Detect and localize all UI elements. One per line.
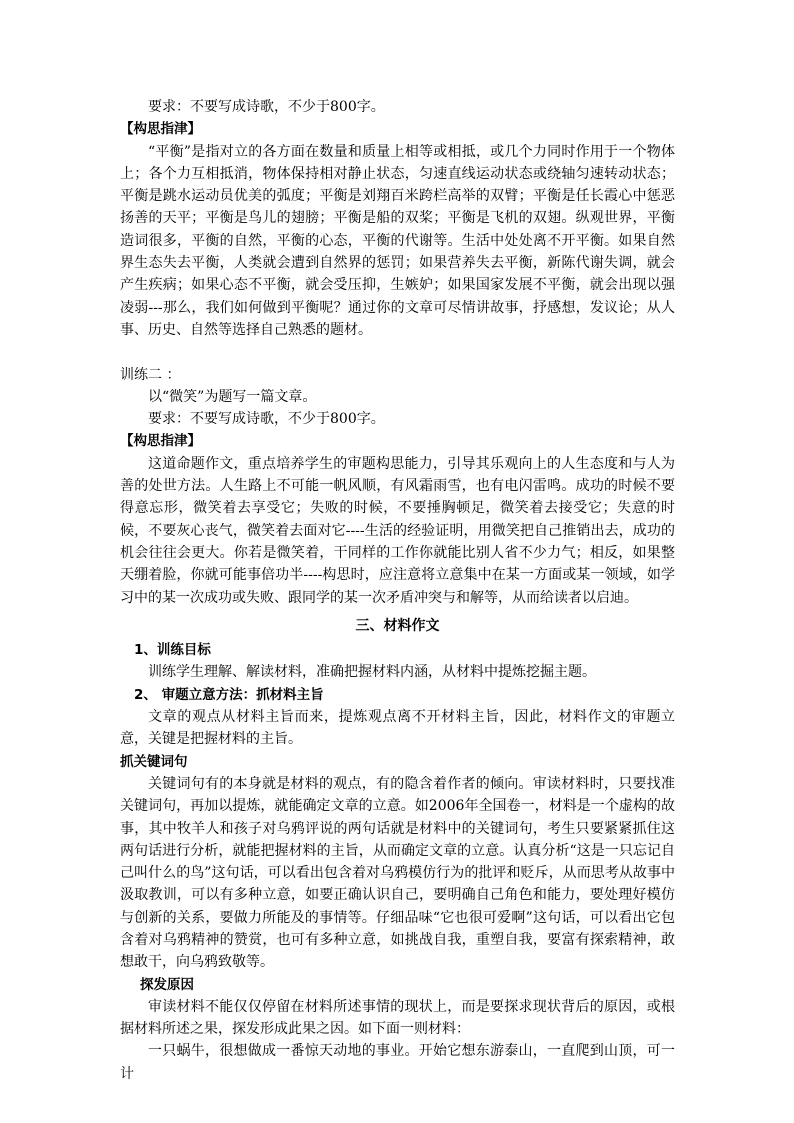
training-two-label: 训练二 ： [120,366,181,383]
keyword-paragraph: 关键词句有的本身就是材料的观点，有的隐含着作者的倾向。审读材料时，只要找准关键词句，再加以提炼，就能确定文章的立意。如2006年全国卷一，材料是一个虚构的故事，其中牧羊人和孩子对乌鸦评说的两句话就是材料中的关键词句，考生只要紧紧抓住这两句话进行分析，就能把握材料的主旨，从而确定文章的立意。认真分析“这是一只忘记自己叫什么的鸟”这句话，可以看出包含着对乌鸦模仿行为的批评和贬斥，从而思考从故事中汲取教训，可以有多种立意，如要正确认识自己，要明确自己角色和能力，要处理好模仿与创新的关系，要做力所能及的事情等。仔细品味“它也很可爱啊”这句话，可以看出它包含着对乌鸦精神的赞赏，也可有多种立意，如挑战自我，重塑自我，要富有探索精神，敢想敢干，向乌鸦致敬等。 [120,775,675,971]
blank-line [120,341,675,363]
balance-guide-paragraph: “平衡”是指对立的各方面在数量和质量上相等或相抵，或几个力同时作用于一个物体上；各个力互相抵消，物体保持相对静止状态，匀速直线运动状态或绕轴匀速转动状态；平衡是跳水运动员优美的弧度；平衡是刘翔百米跨栏高举的双臂；平衡是任长霞心中惩恶扬善的天平；平衡是鸟儿的翅膀；平衡是船的双桨；平衡是飞机的双翅。纵观世界，平衡造词很多，平衡的自然，平衡的心态，平衡的代谢等。生活中处处离不开平衡。如果自然界生态失去平衡，人类就会遭到自然界的惩罚；如果营养失去平衡，新陈代谢失调，就会产生疾病；如果心态不平衡，就会受压抑，生嫉妒；如果国家发展不平衡，就会出现以强凌弱---那么，我们如何做到平衡呢？通过你的文章可尽情讲故事，抒感想，发议论；从人事、历史、自然等选择自己熟悉的题材。 [120,143,675,338]
keyword-heading: 抓关键词句 [120,753,188,770]
idea-guide-heading-1: 【构思指津】 [120,121,201,138]
document-page [120,96,675,1085]
training-goal-text: 训练学生理解、解读材料，准确把握材料内涵，从材料中提炼挖掘主题。 [148,664,596,681]
smile-topic-line: 以“微笑”为题写一篇文章。 [148,388,317,405]
cause-paragraph: 审读材料不能仅仅停留在材料所述事情的现状上，而是要探求现状背后的原因，或根据材料所述之果，探发形成此果之因。如下面一则材料： [120,998,675,1038]
idea-guide-heading-2: 【构思指津】 [120,433,201,450]
requirement-line-1: 要求：不要写成诗歌，不少于800字。 [148,99,385,115]
requirement-line-2: 要求：不要写成诗歌，不少于800字。 [148,411,385,428]
method-heading: 2、 审题立意方法：抓材料主旨 [134,686,324,703]
training-goal-heading: 1、训练目标 [134,642,211,659]
method-paragraph: 文章的观点从材料主旨而来，提炼观点离不开材料主旨，因此，材料作文的审题立意，关键是把握材料的主旨。 [120,709,675,748]
smile-guide-paragraph: 这道命题作文，重点培养学生的审题构思能力，引导其乐观向上的人生态度和与人为善的处世方法。人生路上不可能一帆风顺，有风霜雨雪，也有电闪雷鸣。成功的时候不要得意忘形，微笑着去享受它；失败的时候，不要捶胸顿足，微笑着去接受它；失意的时候，不要灰心丧气，微笑着去面对它----生活的经验证明，用微笑把自己推销出去，成功的机会往往会更大。你若是微笑着，干同样的工作你就能比别人省不少力气；相反，如果整天绷着脸，你就可能事倍功半----构思时，应注意将立意集中在某一方面或某一领域，如学习中的某一次成功或失败、跟同学的某一次矛盾冲突与和解等，从而给读者以启迪。 [120,455,675,606]
cause-heading: 探发原因 [140,976,194,993]
snail-paragraph: 一只蜗牛，很想做成一番惊天动地的事业。开始它想东游泰山，一直爬到山顶，可一计 [120,1043,675,1082]
section-three-title: 三、材料作文 [355,617,440,634]
